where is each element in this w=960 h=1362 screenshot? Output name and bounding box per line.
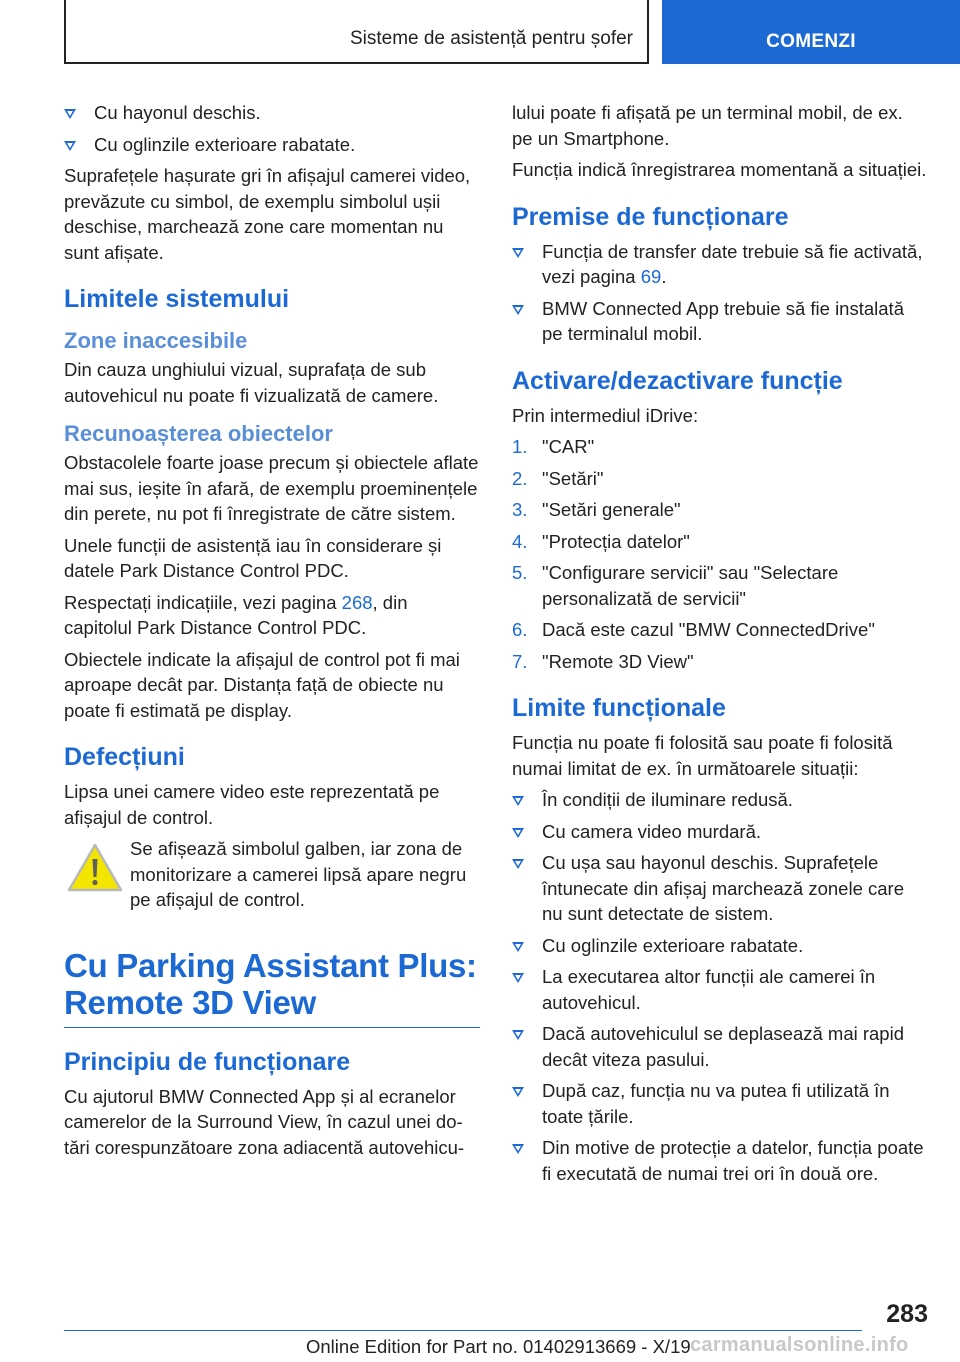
heading-premise: Premise de funcționare [512, 202, 789, 231]
footer-divider [64, 1330, 862, 1331]
warning-note: Se afișează simbolul galben, iar zona de monitorizare a camerei lipsă apare negru pe afișajul de control. [64, 836, 480, 913]
step-item: 5. "Configurare servicii" sau "Selectare personalizată de servicii" [512, 562, 839, 609]
list-item: Cu oglinzile exterioare rabatate. [64, 132, 480, 158]
triangle-bullet-icon [64, 141, 76, 151]
list-item: La executarea altor funcții ale camerei în autovehicul. [512, 964, 928, 1015]
list-item: BMW Connected App trebuie să fie instalată pe terminalul mobil. [512, 296, 928, 347]
left-column [64, 100, 480, 1166]
subheading-zones: Zone inaccesibile [64, 328, 248, 353]
step-item: 1. "CAR" [512, 436, 595, 457]
list-item: Cu camera video murdară. [512, 819, 928, 845]
list-item: Cu oglinzile exterioare rabatate. [512, 933, 928, 959]
page-link-69[interactable]: 69 [640, 266, 662, 287]
paragraph: Funcția nu poate fi folosită sau poate fi folosită numai limitat de ex. în următoarele situații: [512, 732, 893, 779]
paragraph: Funcția indică înregistrarea momentană a situației. [512, 159, 927, 180]
subheading-recognition: Recunoașterea obiectelor [64, 421, 333, 446]
heading-principle: Principiu de funcționare [64, 1047, 351, 1076]
triangle-bullet-icon [512, 1087, 524, 1097]
section-title: Sisteme de asistență pentru șofer [349, 28, 633, 49]
list-item: Cu hayonul deschis. [64, 100, 480, 126]
paragraph: Obstacolele foarte joase precum și obiectele aflate mai sus, ieșite în afară, de exemplu proeminențele din perete, nu pot fi înregistrate de către sistem. [64, 452, 479, 524]
page-number: 283 [886, 1300, 928, 1328]
watermark: carmanualsonline.info [690, 1334, 909, 1356]
step-item: 2. "Setări" [512, 467, 604, 489]
paragraph: Suprafețele hașurate gri în afișajul camerei video, prevăzute cu simbol, de exemplu simbolul ușii deschise, marchează zone care momentan nu sunt afișate. [64, 165, 471, 263]
list-item: Dacă autovehiculul se deplasează mai rapid decât viteza pasului. [512, 1021, 928, 1072]
header-frame [64, 0, 649, 64]
paragraph: Cu ajutorul BMW Connected App și al ecranelor camerelor de la Surround View, în cazul unei dotări corespunzătoare zona adiacentă autovehicu- [64, 1085, 465, 1158]
triangle-bullet-icon [512, 942, 524, 952]
heading-functional-limits: Limite funcționale [512, 694, 726, 722]
paragraph: Unele funcții de asistență iau în considerare și datele Park Distance Control PDC. [64, 534, 442, 581]
step-item: 7. "Remote 3D View" [512, 650, 694, 672]
paragraph: lului poate fi afișată pe un terminal mobil, de ex. pe un Smartphone. [512, 102, 903, 149]
triangle-bullet-icon [512, 828, 524, 838]
triangle-bullet-icon [512, 1144, 524, 1154]
triangle-bullet-icon [512, 859, 524, 869]
list-item: Cu ușa sau hayonul deschis. Suprafețele întunecate din afișaj marchează zonele care nu sunt detectate de sistem. [512, 850, 928, 927]
list-item: După caz, funcția nu va putea fi utilizată în toate țările. [512, 1078, 928, 1129]
chapter-tab[interactable]: COMENZI [662, 0, 960, 64]
heading-limits: Limitele sistemului [64, 285, 290, 313]
right-column [512, 100, 928, 1192]
chapter-title: Cu Parking Assistant Plus: Remote 3D View [64, 947, 480, 1028]
triangle-bullet-icon [512, 796, 524, 806]
triangle-bullet-icon [512, 305, 524, 315]
paragraph: Obiectele indicate la afișajul de control pot fi mai aproape decât par. Distanța față de obiecte nu poate fi estimată pe display. [64, 648, 460, 721]
paragraph: Prin intermediul iDrive: [512, 404, 699, 426]
page-link-268[interactable]: 268 [341, 591, 373, 613]
triangle-bullet-icon [512, 973, 524, 983]
step-item: 4. "Protecția datelor" [512, 530, 690, 552]
paragraph: Lipsa unei camere video este reprezentată pe afișajul de control. [64, 781, 440, 828]
paragraph: Din cauza unghiului vizual, suprafața de sub autovehicul nu poate fi vizualizată de camere. [64, 359, 439, 406]
triangle-bullet-icon [64, 109, 76, 119]
list-item: În condiții de iluminare redusă. [512, 787, 928, 813]
triangle-bullet-icon [512, 248, 524, 258]
step-item: 6. Dacă este cazul "BMW ConnectedDrive" [512, 619, 875, 640]
edition-footer: Online Edition for Part no. 01402913669 - X/19 [306, 1336, 691, 1357]
heading-faults: Defecțiuni [64, 743, 185, 771]
warning-triangle-icon [66, 842, 124, 894]
list-item: Funcția de transfer date trebuie să fie activată, vezi pagina 69. [512, 239, 928, 290]
paragraph: Respectați indicațiile, vezi pagina 268, din capitolul Park Distance Control PDC. [64, 591, 408, 638]
heading-activation: Activare/dezactivare funcție [512, 366, 843, 395]
step-item: 3. "Setări generale" [512, 499, 681, 520]
triangle-bullet-icon [512, 1030, 524, 1040]
list-item: Din motive de protecție a datelor, funcția poate fi executată de numai trei ori în două ore. [512, 1135, 928, 1186]
